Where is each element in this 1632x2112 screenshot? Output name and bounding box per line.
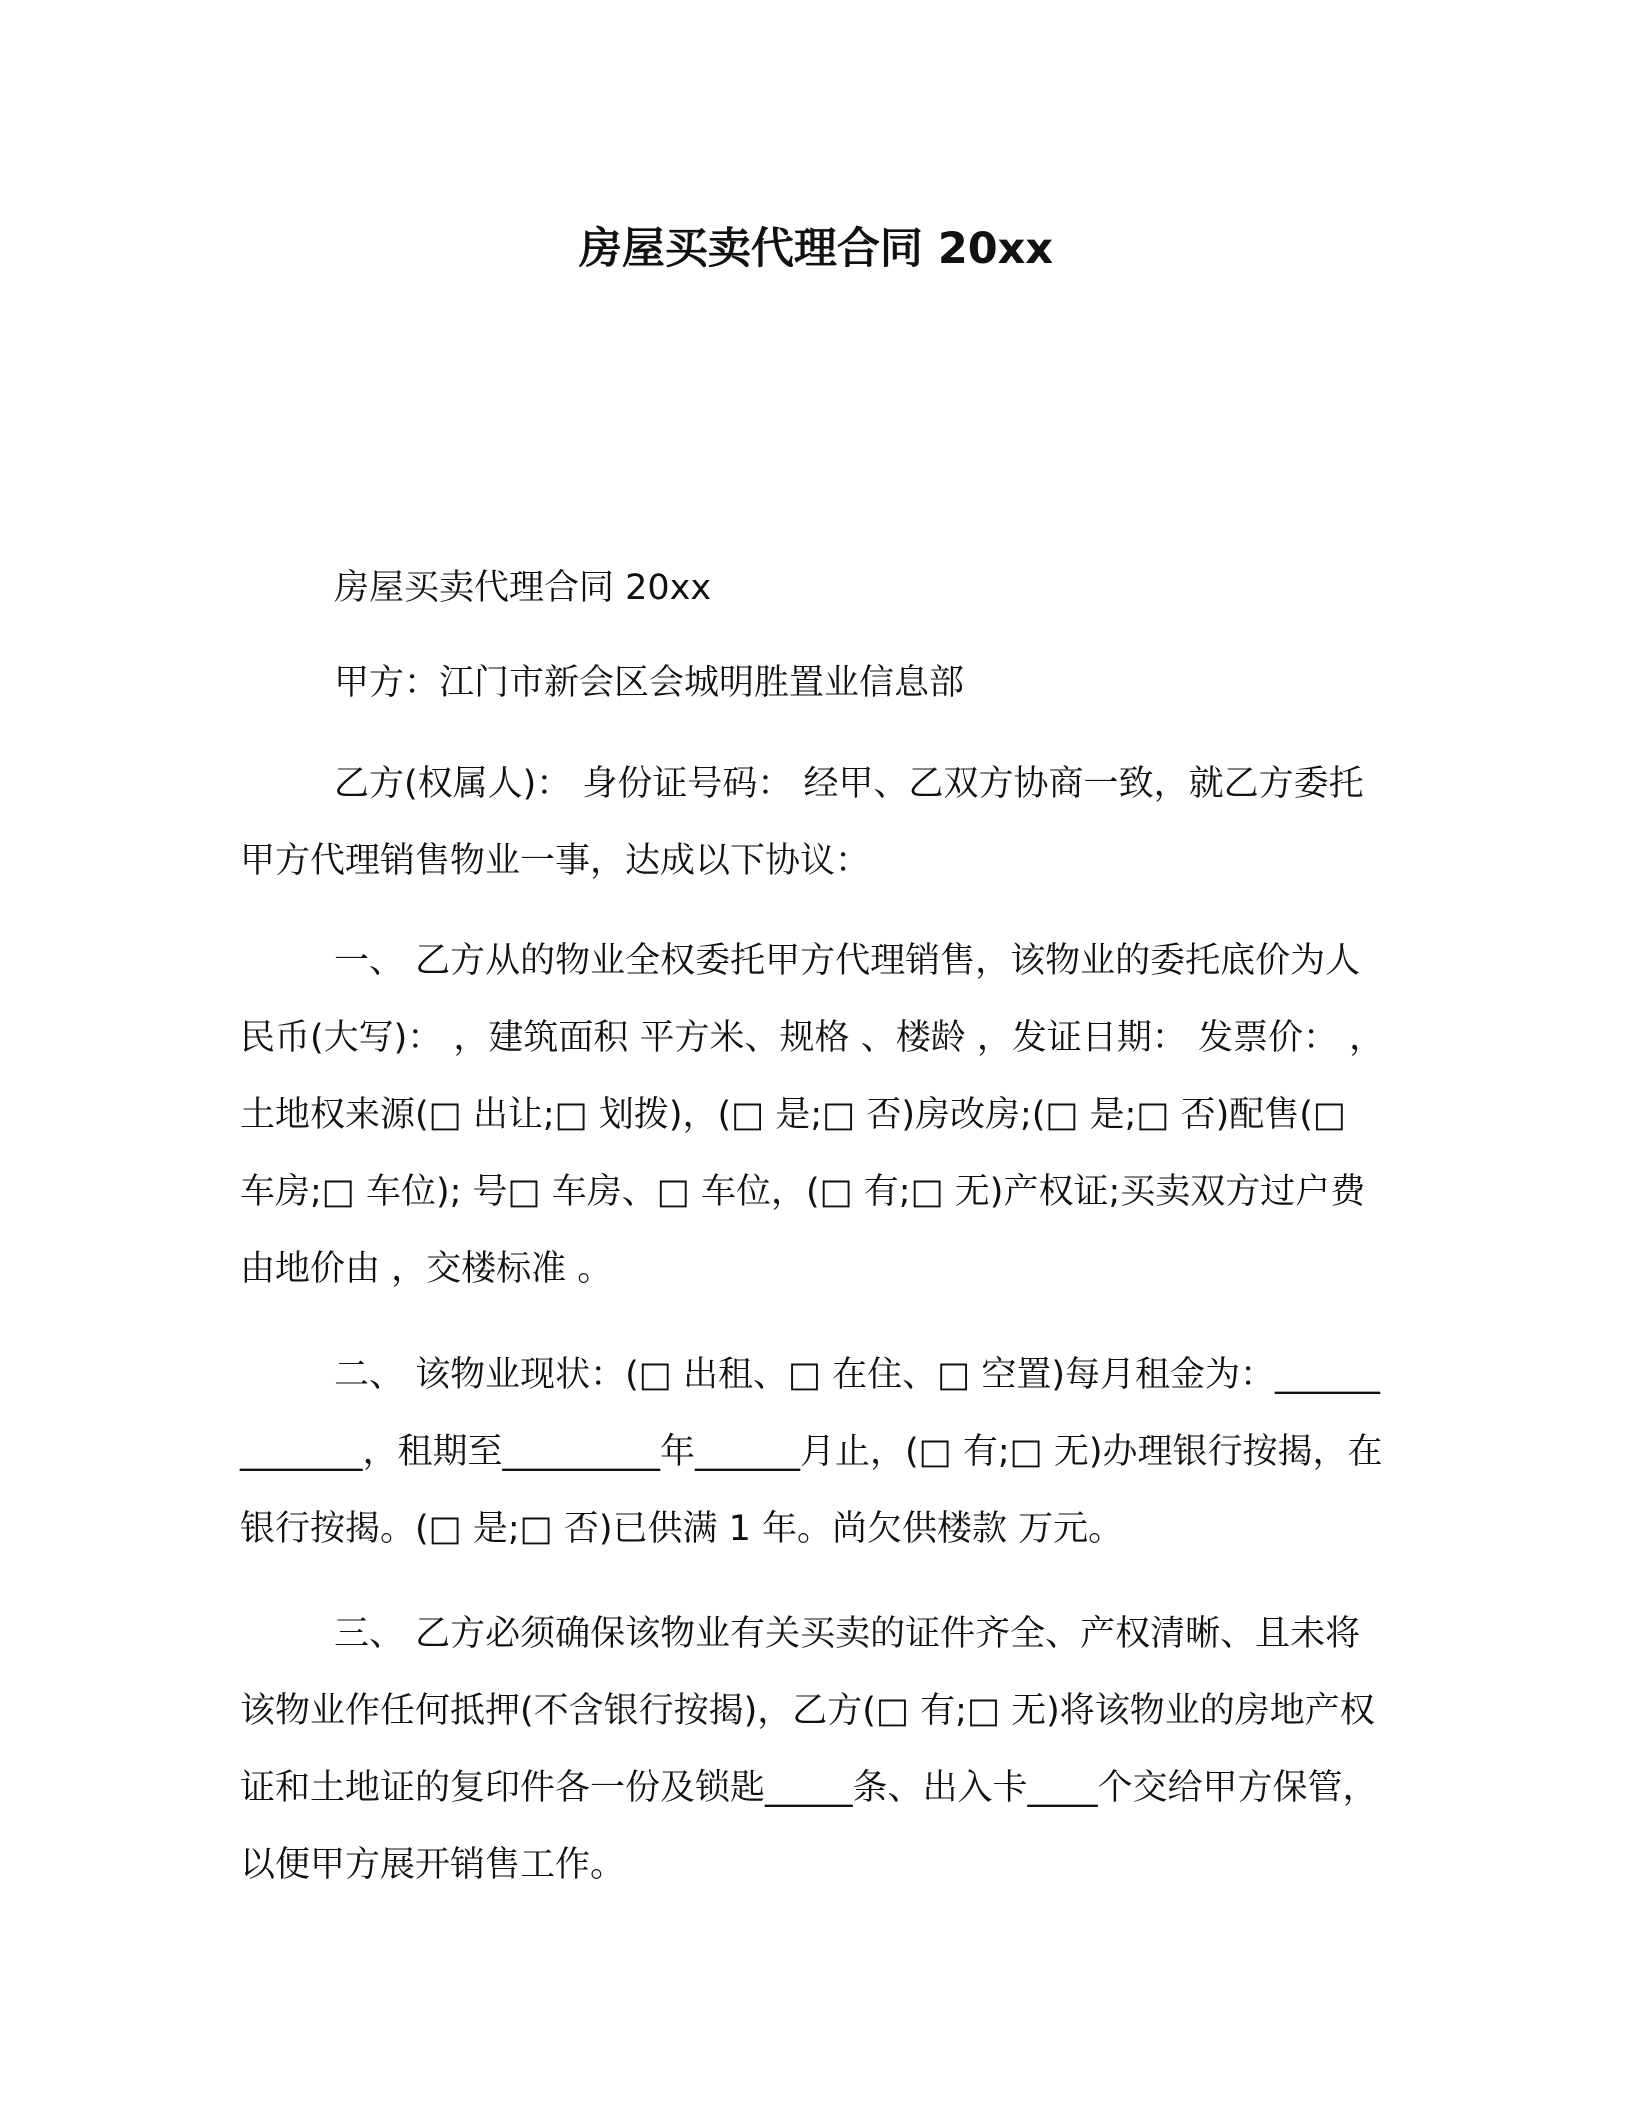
document-title: 房屋买卖代理合同 20xx [578,224,1054,274]
paragraph: 乙方(权属人)： 身份证号码： 经甲、乙双方协商一致，就乙方委托甲方代理销售物业一事，达成以下协议： [240,764,1364,881]
paragraph: 甲方：江门市新会区会城明胜置业信息部 [334,663,965,703]
paragraph: 二、 该物业现状：(□ 出租、□ 在住、□ 空置)每月租金为：_____________，租期至_________年______月止，(□ 有;□ 无)办理银行按揭，在 银行按揭。(□ 是;□ 否)已供满 1 年。尚欠供楼款 万元。 [240,1355,1394,1549]
paragraph: 一、 乙方从的物业全权委托甲方代理销售，该物业的委托底价为人民币(大写)： ，建筑面积 平方米、规格 、楼龄 ，发证日期： 发票价： ，土地权来源(□ 出让;□ 划拨)，(□ 是;□ 否)房改房;(□ 是;□ 否)配售(□ 车房;□ 车位); 号□ 车房、□ 车位，(□ 有;□ 无)产权证;买卖双方过户费由地价由 ，交楼标准 。 [240,941,1385,1289]
paragraph: 三、 乙方必须确保该物业有关买卖的证件齐全、产权清晰、且未将该物业作任何抵押(不含银行按揭)，乙方(□ 有;□ 无)将该物业的房地产权证和土地证的复印件各一份及锁匙_____条、出入卡____个交给甲方保管，以便甲方展开销售工作。 [240,1614,1378,1885]
paragraph-clause-3 [240,1442,1390,2058]
paragraph: 房屋买卖代理合同 20xx [334,568,712,608]
